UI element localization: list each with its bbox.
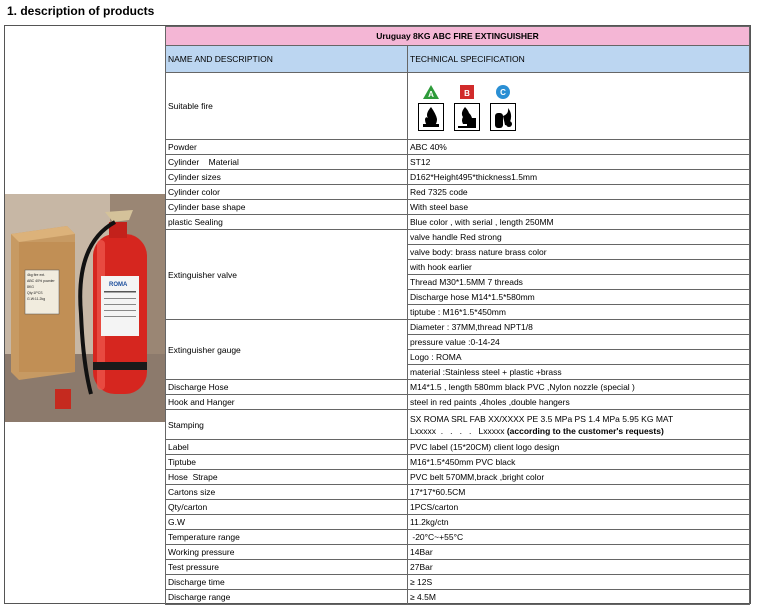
- table-row: [166, 73, 750, 140]
- class-a-solid-fire-icon: [418, 84, 444, 131]
- row-value: Blue color , with serial , length 250MM: [408, 215, 750, 230]
- valve-spec: valve handle Red strong: [408, 230, 750, 245]
- cylinder-brand: ROMA: [109, 282, 128, 288]
- stamping-line-2: [410, 425, 747, 437]
- table-row: [166, 230, 750, 245]
- svg-text:A: A: [428, 89, 434, 99]
- row-value: 11.2kg/ctn: [408, 515, 750, 530]
- row-label: Discharge Hose: [166, 380, 408, 395]
- row-value: PVC belt 570MM,brack ,bright color: [408, 470, 750, 485]
- row-label: plastic Sealing: [166, 215, 408, 230]
- valve-spec: valve body: brass nature brass color: [408, 245, 750, 260]
- table-row: [166, 560, 750, 575]
- spec-table: [165, 26, 750, 605]
- section-heading: 1. description of products: [7, 4, 155, 18]
- table-row: [166, 590, 750, 605]
- row-label: Test pressure: [166, 560, 408, 575]
- header-spec: TECHNICAL SPECIFICATION: [408, 46, 750, 73]
- table-row: [166, 440, 750, 455]
- row-label: Powder: [166, 140, 408, 155]
- table-row: [166, 320, 750, 335]
- box-label-line: 4kg fire ext.: [27, 273, 46, 277]
- svg-text:B: B: [464, 88, 470, 98]
- table-title: Uruguay 8KG ABC FIRE EXTINGUISHER: [166, 27, 750, 46]
- valve-spec: Thread M30*1.5MM 7 threads: [408, 275, 750, 290]
- valve-label: Extinguisher valve: [166, 230, 408, 320]
- table-row: [166, 155, 750, 170]
- header-row: [166, 46, 750, 73]
- row-value: 1PCS/carton: [408, 500, 750, 515]
- suitable-fire-label: Suitable fire: [166, 73, 408, 140]
- stamping-line-1: SX ROMA SRL FAB XX/XXXX PE 3.5 MPa PS 1.4 MPa 5.95 KG MAT: [410, 413, 674, 424]
- table-row: [166, 215, 750, 230]
- row-label: Cylinder sizes: [166, 170, 408, 185]
- box-label-line: Qty:1PCS: [27, 291, 43, 295]
- box-label-line: ABC 40% powder: [27, 279, 55, 283]
- gauge-spec: pressure value :0-14-24: [408, 335, 750, 350]
- row-label: Qty/carton: [166, 500, 408, 515]
- table-row: [166, 380, 750, 395]
- table-row: [166, 140, 750, 155]
- row-value: 27Bar: [408, 560, 750, 575]
- table-row: [166, 410, 750, 440]
- row-label: Working pressure: [166, 545, 408, 560]
- suitable-fire-icons: [408, 73, 750, 140]
- title-row: [166, 27, 750, 46]
- row-value: ABC 40%: [408, 140, 750, 155]
- valve-spec: tiptube : M16*1.5*450mm: [408, 305, 750, 320]
- stamping-value: [408, 410, 750, 440]
- row-value: M14*1.5 , length 580mm black PVC ,Nylon nozzle (special ): [408, 380, 750, 395]
- row-label: Cylinder base shape: [166, 200, 408, 215]
- row-label: Hook and Hanger: [166, 395, 408, 410]
- row-value: ST12: [408, 155, 750, 170]
- header-name: NAME AND DESCRIPTION: [166, 46, 408, 73]
- table-row: [166, 185, 750, 200]
- table-row: [166, 455, 750, 470]
- row-label: Discharge time: [166, 575, 408, 590]
- stamping-code: Lxxxxx . . . . Lxxxxx: [410, 425, 505, 436]
- box-label-line: 8KG: [27, 285, 35, 289]
- row-value: ≥ 12S: [408, 575, 750, 590]
- box-label-line: G.W:11.2kg: [27, 297, 46, 301]
- row-label: G.W: [166, 515, 408, 530]
- valve-spec: with hook earlier: [408, 260, 750, 275]
- photo-cell: [5, 26, 165, 603]
- row-label: Cartons size: [166, 485, 408, 500]
- row-label: Cylinder color: [166, 185, 408, 200]
- stamping-note: (according to the customer's requests): [506, 425, 664, 436]
- table-row: [166, 530, 750, 545]
- row-value: 17*17*60.5CM: [408, 485, 750, 500]
- gauge-spec: Logo : ROMA: [408, 350, 750, 365]
- table-row: [166, 515, 750, 530]
- stamping-label: Stamping: [166, 410, 408, 440]
- table-row: [166, 170, 750, 185]
- row-value: D162*Height495*thickness1.5mm: [408, 170, 750, 185]
- row-label: Tiptube: [166, 455, 408, 470]
- table-row: [166, 575, 750, 590]
- row-value: ≥ 4.5M: [408, 590, 750, 605]
- table-row: [166, 545, 750, 560]
- row-value: -20°C~+55°C: [408, 530, 750, 545]
- class-c-gas-fire-icon: [490, 84, 516, 131]
- row-value: steel in red paints ,4holes ,double hangers: [408, 395, 750, 410]
- row-value: Red 7325 code: [408, 185, 750, 200]
- table-row: [166, 470, 750, 485]
- row-value: M16*1.5*450mm PVC black: [408, 455, 750, 470]
- table-row: [166, 500, 750, 515]
- svg-text:C: C: [500, 87, 506, 97]
- extinguisher-photo-illustration: [5, 194, 165, 422]
- row-label: Hose Strape: [166, 470, 408, 485]
- row-value: PVC label (15*20CM) client logo design: [408, 440, 750, 455]
- row-label: Label: [166, 440, 408, 455]
- row-value: 14Bar: [408, 545, 750, 560]
- class-b-liquid-fire-icon: [454, 84, 480, 131]
- gauge-spec: material :Stainless steel + plastic +brass: [408, 365, 750, 380]
- product-photo: [5, 194, 165, 422]
- row-label: Temperature range: [166, 530, 408, 545]
- gauge-spec: Diameter : 37MM,thread NPT1/8: [408, 320, 750, 335]
- valve-spec: Discharge hose M14*1.5*580mm: [408, 290, 750, 305]
- row-label: Cylinder Material: [166, 155, 408, 170]
- table-row: [166, 485, 750, 500]
- table-row: [166, 200, 750, 215]
- row-label: Discharge range: [166, 590, 408, 605]
- row-value: With steel base: [408, 200, 750, 215]
- table-row: [166, 395, 750, 410]
- gauge-label: Extinguisher gauge: [166, 320, 408, 380]
